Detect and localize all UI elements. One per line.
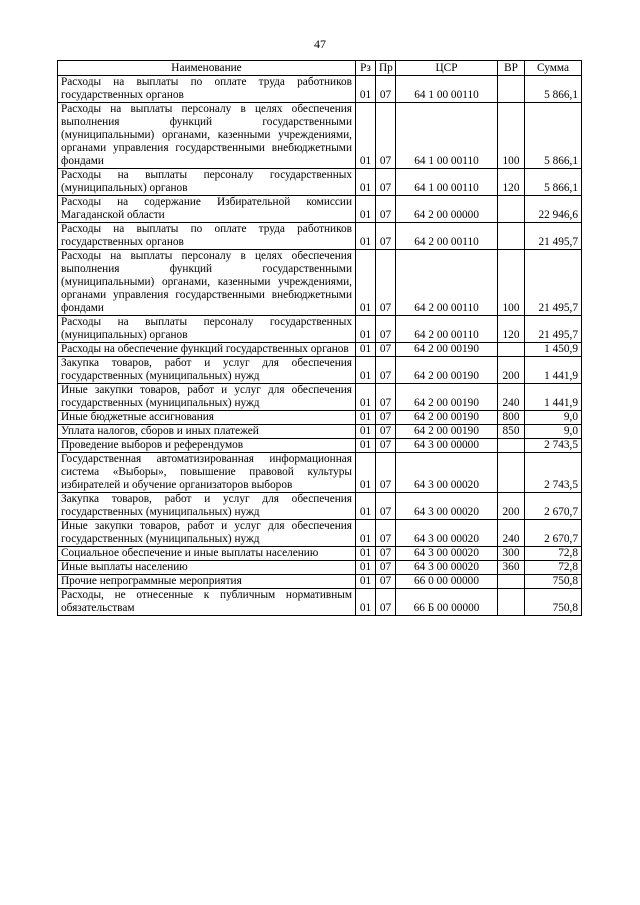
page-number: 47 (314, 37, 326, 51)
cell-name: Государственная автоматизированная информационная система «Выборы», повышение правовой культуры избирателей и обучение организаторов выборов (58, 453, 356, 493)
cell-vr: 100 (498, 103, 525, 169)
cell-name: Иные выплаты населению (58, 561, 356, 575)
cell-csr: 64 3 00 00020 (396, 453, 498, 493)
cell-sum: 1 441,9 (525, 384, 582, 411)
cell-name: Социальное обеспечение и иные выплаты населению (58, 547, 356, 561)
cell-pr: 07 (376, 547, 396, 561)
table-row (58, 357, 582, 384)
cell-sum: 1 450,9 (525, 343, 582, 357)
cell-pr: 07 (376, 103, 396, 169)
cell-sum: 5 866,1 (525, 76, 582, 103)
cell-sum: 72,8 (525, 561, 582, 575)
cell-sum: 72,8 (525, 547, 582, 561)
cell-name: Иные бюджетные ассигнования (58, 411, 356, 425)
cell-vr (498, 453, 525, 493)
cell-csr: 64 2 00 00190 (396, 357, 498, 384)
cell-name: Проведение выборов и референдумов (58, 439, 356, 453)
cell-name: Иные закупки товаров, работ и услуг для обеспечения государственных (муниципальных) нужд (58, 520, 356, 547)
cell-rz: 01 (356, 103, 376, 169)
cell-pr: 07 (376, 250, 396, 316)
cell-rz: 01 (356, 411, 376, 425)
table-row (58, 316, 582, 343)
cell-name: Расходы на выплаты персоналу государственных (муниципальных) органов (58, 169, 356, 196)
cell-pr: 07 (376, 493, 396, 520)
cell-pr: 07 (376, 411, 396, 425)
cell-vr (498, 439, 525, 453)
table-row (58, 343, 582, 357)
cell-rz: 01 (356, 425, 376, 439)
cell-sum: 21 495,7 (525, 316, 582, 343)
cell-rz: 01 (356, 575, 376, 589)
cell-sum: 750,8 (525, 575, 582, 589)
cell-csr: 64 2 00 00190 (396, 411, 498, 425)
cell-csr: 64 3 00 00020 (396, 547, 498, 561)
cell-vr: 120 (498, 316, 525, 343)
cell-vr (498, 589, 525, 616)
cell-sum: 2 743,5 (525, 453, 582, 493)
table-row (58, 520, 582, 547)
cell-sum: 5 866,1 (525, 169, 582, 196)
cell-name: Иные закупки товаров, работ и услуг для обеспечения государственных (муниципальных) нужд (58, 384, 356, 411)
cell-pr: 07 (376, 439, 396, 453)
cell-pr: 07 (376, 169, 396, 196)
cell-sum: 21 495,7 (525, 223, 582, 250)
cell-vr: 360 (498, 561, 525, 575)
cell-vr: 100 (498, 250, 525, 316)
cell-csr: 64 2 00 00190 (396, 425, 498, 439)
table-row (58, 589, 582, 616)
table-row (58, 561, 582, 575)
cell-csr: 64 1 00 00110 (396, 103, 498, 169)
cell-rz: 01 (356, 493, 376, 520)
cell-csr: 64 3 00 00020 (396, 561, 498, 575)
cell-csr: 64 3 00 00020 (396, 520, 498, 547)
cell-rz: 01 (356, 316, 376, 343)
cell-rz: 01 (356, 343, 376, 357)
cell-csr: 64 2 00 00110 (396, 316, 498, 343)
cell-name: Расходы на выплаты персоналу в целях обеспечения выполнения функций государственными (муниципальными) органами, казенными учреждениями, органами управления государственными внебюджетными фондами (58, 103, 356, 169)
cell-rz: 01 (356, 223, 376, 250)
cell-name: Расходы на содержание Избирательной комиссии Магаданской области (58, 196, 356, 223)
cell-csr: 64 1 00 00110 (396, 76, 498, 103)
header-csr: ЦСР (396, 61, 498, 76)
cell-sum: 9,0 (525, 425, 582, 439)
cell-rz: 01 (356, 561, 376, 575)
cell-vr (498, 343, 525, 357)
table-row (58, 76, 582, 103)
table-row (58, 439, 582, 453)
header-sum: Сумма (525, 61, 582, 76)
cell-sum: 2 670,7 (525, 520, 582, 547)
cell-csr: 64 2 00 00110 (396, 250, 498, 316)
cell-pr: 07 (376, 384, 396, 411)
header-name: Наименование (58, 61, 356, 76)
cell-name: Уплата налогов, сборов и иных платежей (58, 425, 356, 439)
cell-csr: 64 2 00 00190 (396, 343, 498, 357)
cell-rz: 01 (356, 357, 376, 384)
cell-vr (498, 76, 525, 103)
cell-vr: 800 (498, 411, 525, 425)
cell-rz: 01 (356, 547, 376, 561)
cell-sum: 2 670,7 (525, 493, 582, 520)
cell-csr: 66 Б 00 00000 (396, 589, 498, 616)
cell-name: Закупка товаров, работ и услуг для обеспечения государственных (муниципальных) нужд (58, 493, 356, 520)
cell-name: Расходы на выплаты персоналу в целях обеспечения выполнения функций государственными (муниципальными) органами, казенными учреждениями, органами управления государственными внебюджетными фондами (58, 250, 356, 316)
table-row (58, 425, 582, 439)
table-header-row (58, 61, 582, 76)
cell-pr: 07 (376, 357, 396, 384)
cell-vr: 300 (498, 547, 525, 561)
cell-csr: 64 2 00 00000 (396, 196, 498, 223)
cell-pr: 07 (376, 453, 396, 493)
table-row (58, 547, 582, 561)
cell-name: Расходы на выплаты персоналу государственных (муниципальных) органов (58, 316, 356, 343)
cell-pr: 07 (376, 223, 396, 250)
table-row (58, 250, 582, 316)
table-row (58, 575, 582, 589)
header-pr: Пр (376, 61, 396, 76)
cell-rz: 01 (356, 250, 376, 316)
cell-rz: 01 (356, 589, 376, 616)
cell-pr: 07 (376, 520, 396, 547)
cell-pr: 07 (376, 575, 396, 589)
cell-pr: 07 (376, 316, 396, 343)
table-row (58, 169, 582, 196)
header-vr: ВР (498, 61, 525, 76)
cell-pr: 07 (376, 561, 396, 575)
cell-csr: 64 2 00 00190 (396, 384, 498, 411)
cell-pr: 07 (376, 343, 396, 357)
cell-pr: 07 (376, 196, 396, 223)
cell-sum: 750,8 (525, 589, 582, 616)
cell-csr: 66 0 00 00000 (396, 575, 498, 589)
table-row (58, 453, 582, 493)
cell-vr: 200 (498, 357, 525, 384)
table-row (58, 196, 582, 223)
cell-sum: 2 743,5 (525, 439, 582, 453)
cell-pr: 07 (376, 589, 396, 616)
table-row (58, 223, 582, 250)
cell-sum: 21 495,7 (525, 250, 582, 316)
cell-csr: 64 3 00 00020 (396, 493, 498, 520)
cell-vr: 850 (498, 425, 525, 439)
budget-table (57, 60, 582, 616)
cell-name: Расходы на выплаты по оплате труда работников государственных органов (58, 223, 356, 250)
cell-vr (498, 223, 525, 250)
cell-csr: 64 3 00 00000 (396, 439, 498, 453)
table-row (58, 103, 582, 169)
cell-vr (498, 196, 525, 223)
cell-csr: 64 2 00 00110 (396, 223, 498, 250)
cell-rz: 01 (356, 76, 376, 103)
cell-vr: 240 (498, 520, 525, 547)
cell-vr (498, 575, 525, 589)
table-row (58, 411, 582, 425)
cell-pr: 07 (376, 425, 396, 439)
cell-rz: 01 (356, 169, 376, 196)
cell-rz: 01 (356, 384, 376, 411)
table-row (58, 384, 582, 411)
cell-rz: 01 (356, 196, 376, 223)
cell-pr: 07 (376, 76, 396, 103)
cell-vr: 240 (498, 384, 525, 411)
cell-csr: 64 1 00 00110 (396, 169, 498, 196)
cell-vr: 200 (498, 493, 525, 520)
cell-rz: 01 (356, 453, 376, 493)
cell-rz: 01 (356, 520, 376, 547)
table-row (58, 493, 582, 520)
cell-name: Расходы на выплаты по оплате труда работников государственных органов (58, 76, 356, 103)
cell-name: Прочие непрограммные мероприятия (58, 575, 356, 589)
cell-rz: 01 (356, 439, 376, 453)
cell-sum: 9,0 (525, 411, 582, 425)
cell-vr: 120 (498, 169, 525, 196)
cell-name: Расходы, не отнесенные к публичным нормативным обязательствам (58, 589, 356, 616)
cell-name: Расходы на обеспечение функций государственных органов (58, 343, 356, 357)
cell-sum: 22 946,6 (525, 196, 582, 223)
cell-sum: 5 866,1 (525, 103, 582, 169)
header-rz: Рз (356, 61, 376, 76)
cell-name: Закупка товаров, работ и услуг для обеспечения государственных (муниципальных) нужд (58, 357, 356, 384)
cell-sum: 1 441,9 (525, 357, 582, 384)
